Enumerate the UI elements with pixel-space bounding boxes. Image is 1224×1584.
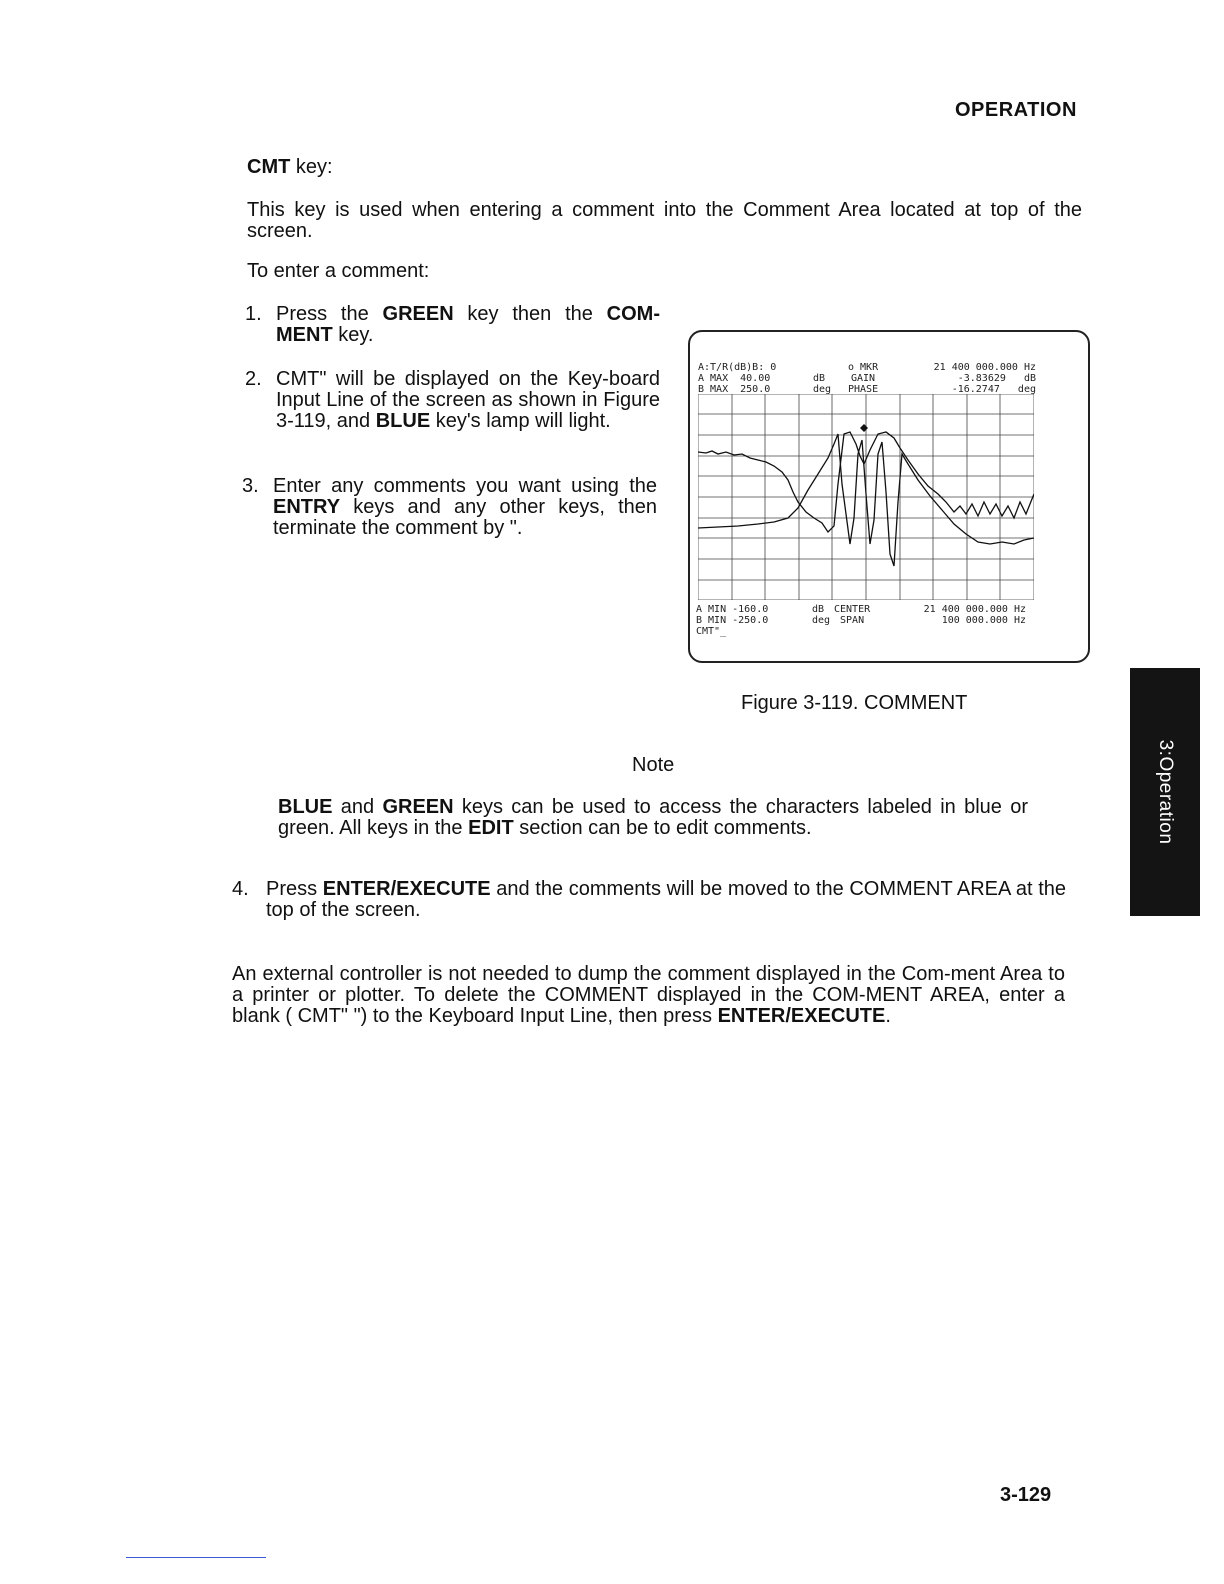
bottom-rule (126, 1557, 266, 1558)
figure-caption: Figure 3-119. COMMENT (741, 692, 968, 714)
page-number: 3-129 (1000, 1484, 1052, 1506)
marker-symbol (860, 424, 868, 432)
chapter-side-tab (1130, 668, 1200, 916)
running-head: OPERATION (955, 99, 1077, 121)
span-labels: CENTER SPAN (834, 604, 871, 626)
step-number: 3. (242, 475, 259, 497)
marker-labels: o MKR GAIN PHASE (848, 362, 879, 395)
step-text: Press the GREEN key then the COM-MENT key. (276, 303, 660, 346)
heading-rest: key: (290, 156, 333, 178)
span-values: 21 400 000.000 Hz 100 000.000 Hz (923, 604, 1026, 626)
keyboard-input-line: CMT"_ (696, 626, 727, 637)
top-left-readout: A:T/R(dB)B: 0 A MAX 40.00 B MAX 250.0 (698, 362, 777, 395)
top-units-readout: dB deg (813, 373, 832, 395)
heading-key: CMT (247, 156, 291, 178)
intro-paragraph: This key is used when entering a comment into the Comment Area located at top of the screen. (247, 199, 1082, 242)
step-text: Press ENTER/EXECUTE and the comments will be moved to the COMMENT AREA at the top of the screen. (266, 878, 1067, 921)
lead-paragraph: To enter a comment: (247, 260, 430, 282)
step-text: CMT" will be displayed on the Key-board Input Line of the screen as shown in Figure 3-119, and BLUE key's lamp will light. (276, 368, 660, 432)
step-text: Enter any comments you want using the ENTRY keys and any other keys, then terminate the comment by ". (273, 475, 657, 539)
analyzer-screen-figure (688, 330, 1090, 663)
step-number: 4. (232, 878, 249, 900)
trace-graticule (698, 394, 1034, 600)
bottom-left-readout: A MIN -160.0 B MIN -250.0 CMT"_ (696, 604, 769, 637)
closing-paragraph: An external controller is not needed to dump the comment displayed in the Com-ment Area to a printer or plotter. To delete the COMMENT displayed in the COM-MENT AREA, enter a blank ( CMT" ") to the Keyboard Input Line, then press ENTER/EXECUTE. (232, 963, 1065, 1027)
marker-values: 21 400 000.000 Hz -3.83629 dB -16.2747 deg (933, 362, 1036, 395)
note-text: BLUE and GREEN keys can be used to access the characters labeled in blue or green. All keys in the EDIT section can be to edit comments. (278, 796, 1028, 839)
step-number: 2. (245, 368, 262, 390)
section-heading (247, 156, 333, 179)
note-title: Note (632, 754, 675, 776)
bottom-units-readout: dB deg (812, 604, 831, 626)
chapter-tab-label: 3:Operation (1155, 739, 1176, 845)
step-number: 1. (245, 303, 262, 325)
